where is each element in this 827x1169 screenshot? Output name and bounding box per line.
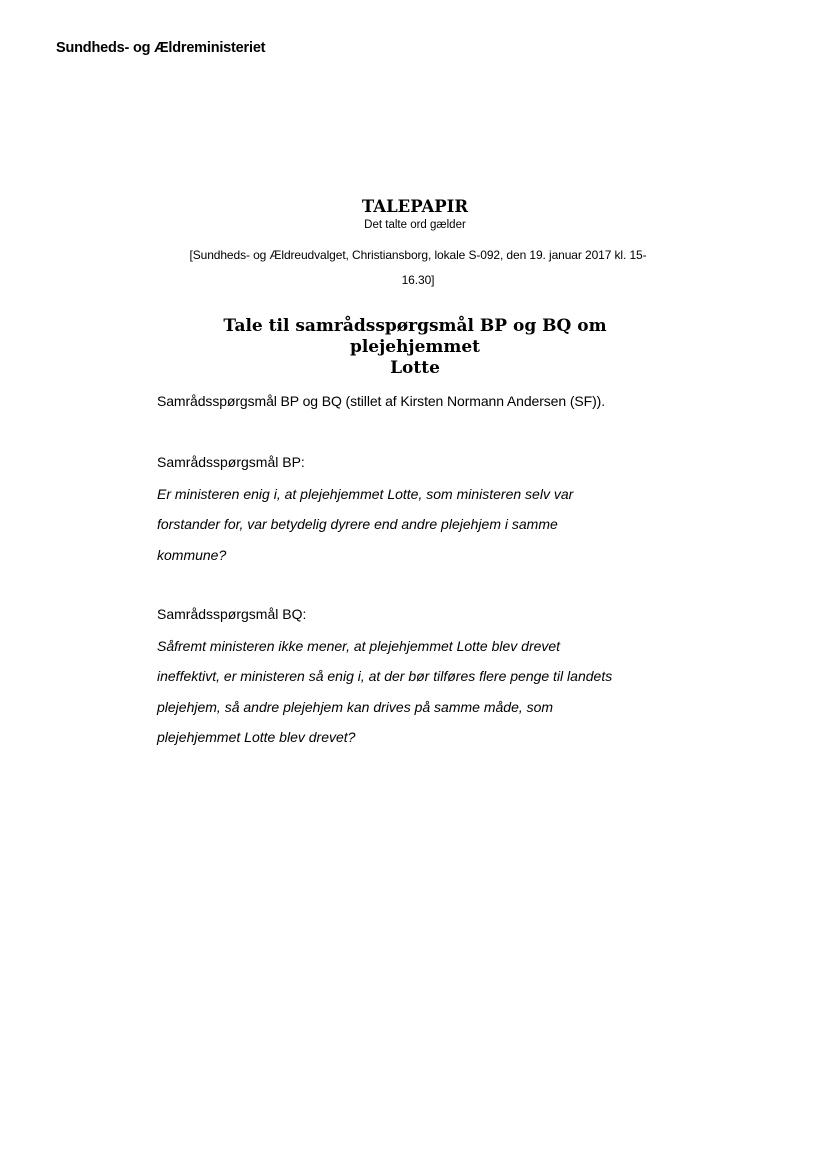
speech-title-line: Lotte bbox=[390, 358, 440, 378]
meeting-info bbox=[168, 243, 668, 293]
question-bq-label: Samrådsspørgsmål BQ: bbox=[157, 606, 307, 622]
speech-title bbox=[160, 316, 670, 379]
question-line: Er ministeren enig i, at plejehjemmet Lotte, som ministeren selv var bbox=[157, 486, 574, 502]
question-bq-text bbox=[157, 631, 667, 753]
ministry-header: Sundheds- og Ældreministeriet bbox=[56, 40, 266, 56]
speech-title-line: Tale til samrådsspørgsmål BP og BQ om plejehjemmet bbox=[223, 316, 607, 357]
intro-text: Samrådsspørgsmål BP og BQ (stillet af Kirsten Normann Andersen (SF)). bbox=[157, 393, 606, 409]
meeting-info-line: 16.30] bbox=[401, 273, 435, 287]
question-line: ineffektivt, er ministeren så enig i, at der bør tilføres flere penge til landets bbox=[157, 668, 613, 685]
document-subtitle: Det talte ord gælder bbox=[364, 219, 466, 231]
question-line: kommune? bbox=[157, 546, 227, 563]
meeting-info-line: [Sundheds- og Ældreudvalget, Christiansborg, lokale S-092, den 19. januar 2017 kl. 15- bbox=[189, 248, 647, 262]
question-line: forstander for, var betydelig dyrere end andre plejehjem i samme bbox=[157, 516, 558, 533]
question-line: plejehjemmet Lotte blev drevet? bbox=[157, 729, 356, 746]
question-line: Såfremt ministeren ikke mener, at plejehjemmet Lotte blev drevet bbox=[157, 638, 561, 654]
question-bp-text bbox=[157, 479, 667, 570]
question-bp-label: Samrådsspørgsmål BP: bbox=[157, 454, 305, 470]
document-title: TALEPAPIR bbox=[361, 197, 469, 216]
question-line: plejehjem, så andre plejehjem kan drives på samme måde, som bbox=[157, 698, 554, 715]
